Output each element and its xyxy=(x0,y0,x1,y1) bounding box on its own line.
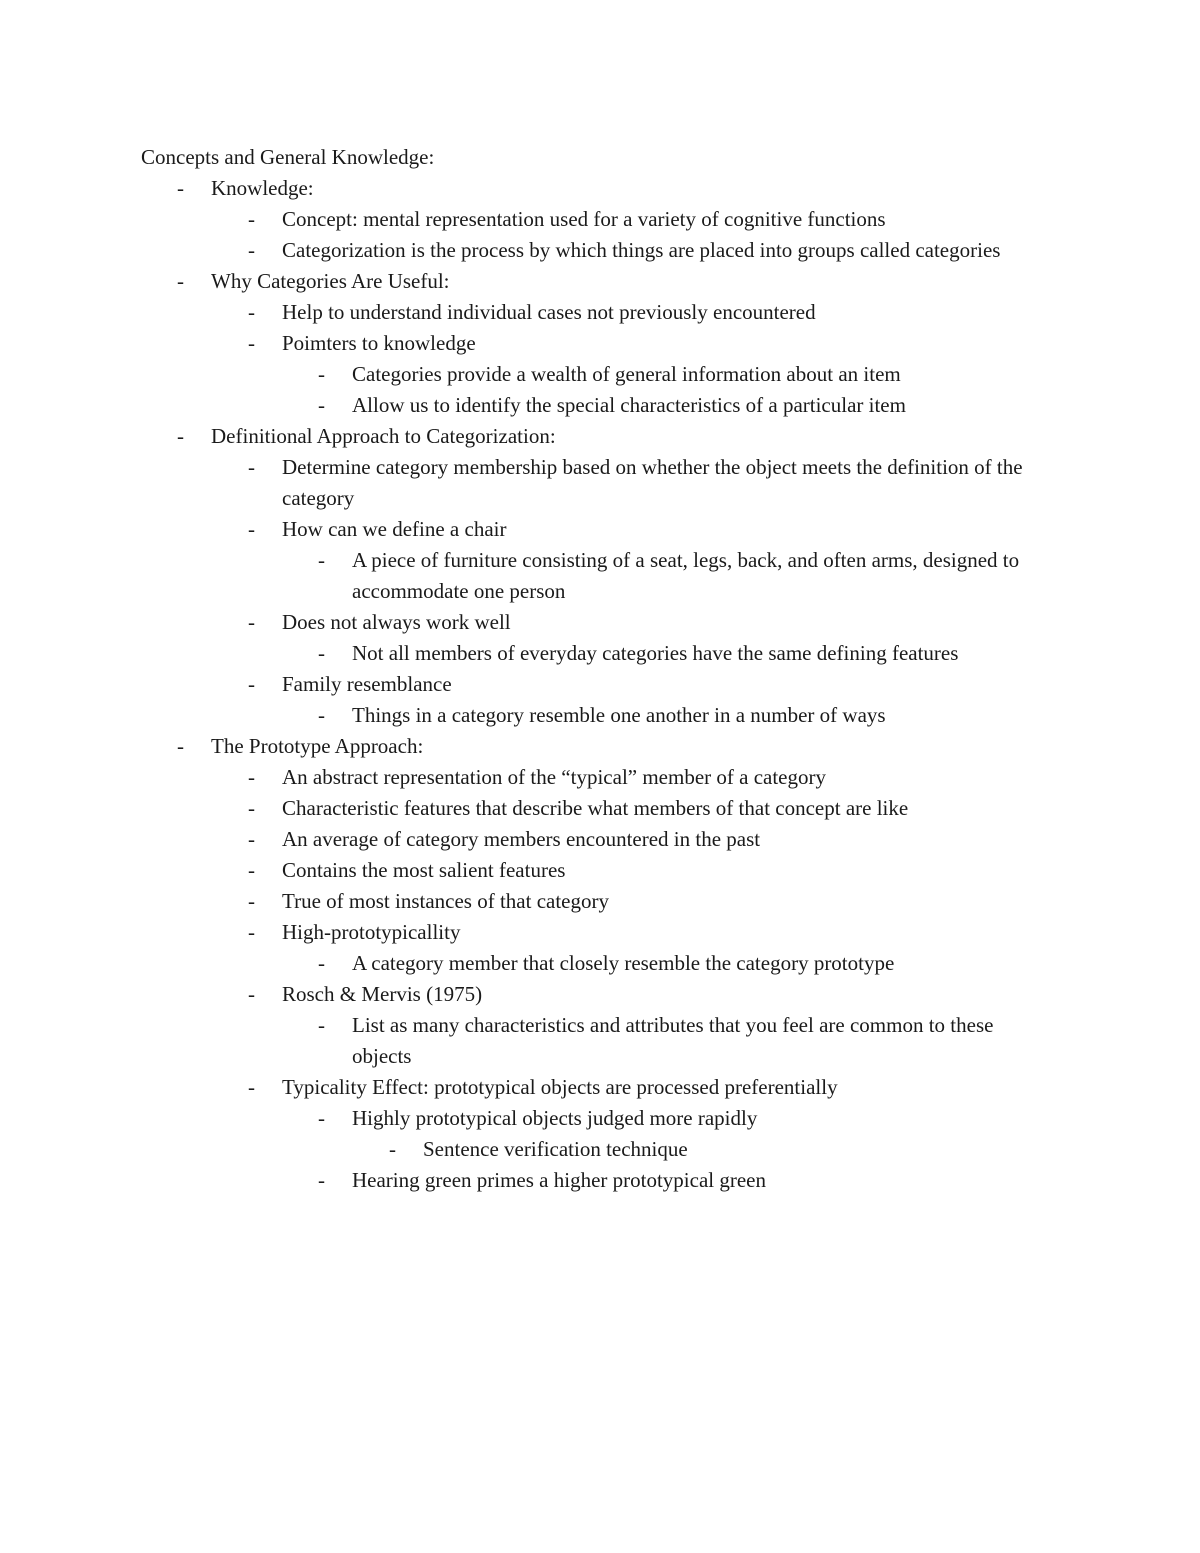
bullet-dash: - xyxy=(248,858,255,882)
bullet-dash: - xyxy=(177,269,184,293)
bullet-dash: - xyxy=(248,300,255,324)
bullet-dash: - xyxy=(248,827,255,851)
outline-item-level-1 xyxy=(0,421,1200,452)
bullet-dash: - xyxy=(248,455,255,479)
outline-item-level-2 xyxy=(0,452,1200,514)
bullet-dash: - xyxy=(318,1013,325,1037)
outline-item-level-1 xyxy=(0,266,1200,297)
outline-item-text: Things in a category resemble one another in a number of ways xyxy=(352,703,886,727)
outline-item-level-1 xyxy=(0,731,1200,762)
document-title: Concepts and General Knowledge: xyxy=(141,145,435,169)
outline-item-level-3 xyxy=(0,1010,1200,1072)
outline-item-level-2 xyxy=(0,979,1200,1010)
outline-item-text: Sentence verification technique xyxy=(423,1137,688,1161)
outline-item-text: Not all members of everyday categories have the same defining features xyxy=(352,641,959,665)
outline-item-text: Definitional Approach to Categorization: xyxy=(211,424,556,448)
bullet-dash: - xyxy=(248,517,255,541)
bullet-dash: - xyxy=(318,362,325,386)
bullet-dash: - xyxy=(389,1137,396,1161)
outline-item-text: Allow us to identify the special characteristics of a particular item xyxy=(352,393,906,417)
outline-item-text: Help to understand individual cases not previously encountered xyxy=(282,300,816,324)
outline-item-level-2 xyxy=(0,607,1200,638)
bullet-dash: - xyxy=(318,1106,325,1130)
outline-item-level-3 xyxy=(0,1103,1200,1134)
outline-item-text: Why Categories Are Useful: xyxy=(211,269,450,293)
outline-item-level-1 xyxy=(0,173,1200,204)
outline-item-text: Does not always work well xyxy=(282,610,511,634)
outline-item-level-2 xyxy=(0,514,1200,545)
outline-item-text: How can we define a chair xyxy=(282,517,507,541)
outline-item-text: Concept: mental representation used for a variety of cognitive functions xyxy=(282,207,886,231)
outline-item-text: Highly prototypical objects judged more rapidly xyxy=(352,1106,758,1130)
outline-item-text: Characteristic features that describe what members of that concept are like xyxy=(282,796,909,820)
outline-item-text: Typicality Effect: prototypical objects are processed preferentially xyxy=(282,1075,838,1099)
outline-list xyxy=(0,173,1200,1196)
outline-item-level-3 xyxy=(0,390,1200,421)
outline-item-level-3 xyxy=(0,359,1200,390)
outline-item-level-4 xyxy=(0,1134,1200,1165)
bullet-dash: - xyxy=(248,331,255,355)
outline-item-level-3 xyxy=(0,948,1200,979)
outline-item-text: Determine category membership based on whether the object meets the definition of the category xyxy=(282,455,1023,510)
outline-item-level-2 xyxy=(0,793,1200,824)
bullet-dash: - xyxy=(248,920,255,944)
outline-item-text: List as many characteristics and attributes that you feel are common to these objects xyxy=(352,1013,994,1068)
outline-item-text: High-prototypicallity xyxy=(282,920,461,944)
bullet-dash: - xyxy=(318,641,325,665)
outline-item-level-2 xyxy=(0,235,1200,266)
bullet-dash: - xyxy=(177,176,184,200)
outline-item-text: Categories provide a wealth of general information about an item xyxy=(352,362,901,386)
bullet-dash: - xyxy=(248,1075,255,1099)
outline-item-level-2 xyxy=(0,204,1200,235)
bullet-dash: - xyxy=(318,393,325,417)
outline-item-level-2 xyxy=(0,762,1200,793)
bullet-dash: - xyxy=(318,951,325,975)
outline-item-text: Categorization is the process by which things are placed into groups called categories xyxy=(282,238,1001,262)
outline-item-level-2 xyxy=(0,855,1200,886)
bullet-dash: - xyxy=(177,424,184,448)
outline-item-level-2 xyxy=(0,669,1200,700)
bullet-dash: - xyxy=(248,796,255,820)
outline-item-level-2 xyxy=(0,328,1200,359)
outline-item-text: An average of category members encountered in the past xyxy=(282,827,761,851)
outline-item-level-3 xyxy=(0,545,1200,607)
bullet-dash: - xyxy=(248,982,255,1006)
outline-item-text: True of most instances of that category xyxy=(282,889,609,913)
bullet-dash: - xyxy=(248,238,255,262)
outline-item-level-2 xyxy=(0,917,1200,948)
bullet-dash: - xyxy=(248,765,255,789)
outline-item-level-2 xyxy=(0,824,1200,855)
outline-item-text: Family resemblance xyxy=(282,672,452,696)
outline-item-level-2 xyxy=(0,297,1200,328)
bullet-dash: - xyxy=(248,610,255,634)
outline-item-text: Rosch & Mervis (1975) xyxy=(282,982,483,1006)
outline-item-level-3 xyxy=(0,638,1200,669)
bullet-dash: - xyxy=(248,207,255,231)
outline-item-level-2 xyxy=(0,1072,1200,1103)
outline-item-level-3 xyxy=(0,700,1200,731)
outline-item-level-2 xyxy=(0,886,1200,917)
bullet-dash: - xyxy=(318,703,325,727)
outline-item-text: Poimters to knowledge xyxy=(282,331,476,355)
bullet-dash: - xyxy=(318,1168,325,1192)
outline-item-level-3 xyxy=(0,1165,1200,1196)
bullet-dash: - xyxy=(177,734,184,758)
outline-item-text: A category member that closely resemble the category prototype xyxy=(352,951,895,975)
bullet-dash: - xyxy=(318,548,325,572)
outline-item-text: Contains the most salient features xyxy=(282,858,566,882)
bullet-dash: - xyxy=(248,889,255,913)
outline-item-text: The Prototype Approach: xyxy=(211,734,424,758)
outline-item-text: Hearing green primes a higher prototypical green xyxy=(352,1168,767,1192)
bullet-dash: - xyxy=(248,672,255,696)
outline-item-text: A piece of furniture consisting of a seat, legs, back, and often arms, designed to accommodate one person xyxy=(352,548,1020,603)
outline-item-text: Knowledge: xyxy=(211,176,314,200)
outline-item-text: An abstract representation of the “typical” member of a category xyxy=(282,765,827,789)
